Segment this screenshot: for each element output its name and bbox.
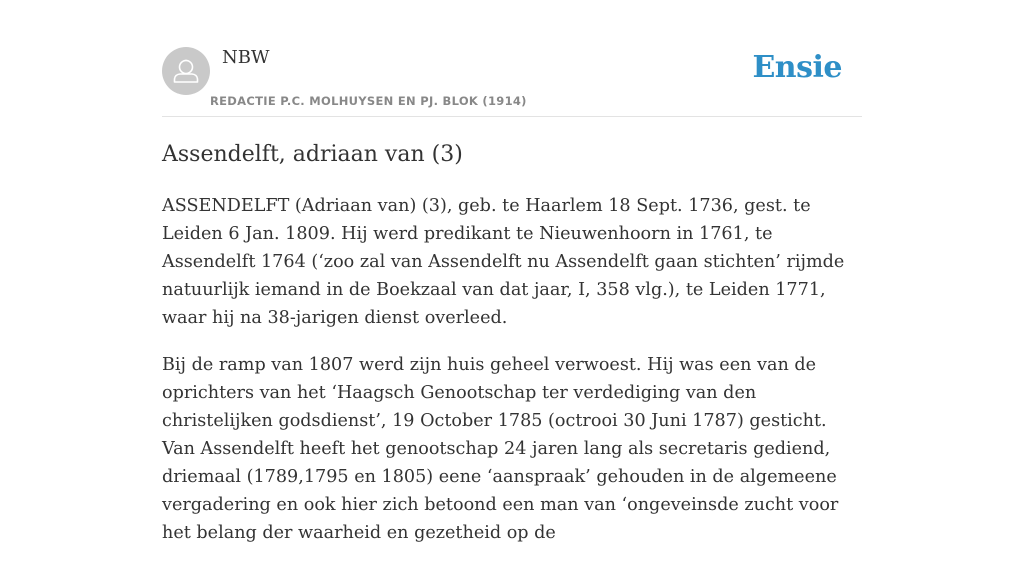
article-title: Assendelft, adriaan van (3) <box>162 142 463 167</box>
user-icon <box>162 47 210 95</box>
author-avatar[interactable] <box>162 47 210 95</box>
article-body <box>162 192 862 566</box>
brand-logo[interactable]: Ensie <box>752 50 842 85</box>
article-paragraph: Bij de ramp van 1807 werd zijn huis geheel verwoest. Hij was een van de oprichters van het ‘Haagsch Genootschap ter verdediging van den christelijken godsdienst’, 19 October 1785 (octrooi 30 Juni 1787) gesticht. Van Assendelft heeft het genootschap 24 jaren lang als secretaris gediend, driemaal (1789,1795 en 1805) eene ‘aanspraak’ gehouden in de algemeene vergadering en ook hier zich betoond een man van ‘ongeveinsde zucht voor het belang der waarheid en gezetheid op de <box>162 355 839 543</box>
author-name[interactable]: NBW <box>222 47 270 68</box>
article-paragraph: ASSENDELFT (Adriaan van) (3), geb. te Haarlem 18 Sept. 1736, gest. te Leiden 6 Jan. 1809. Hij werd predikant te Nieuwenhoorn in 1761, te Assendelft 1764 (‘zoo zal van Assendelft nu Assendelft gaan stichten’ rijmde natuurlijk iemand in de Boekzaal van dat jaar, I, 358 vlg.), te Leiden 1771, waar hij na 38-jarigen dienst overleed. <box>162 196 845 328</box>
author-meta: REDACTIE P.C. MOLHUYSEN EN PJ. BLOK (1914) <box>210 94 527 108</box>
author-header <box>162 47 862 117</box>
